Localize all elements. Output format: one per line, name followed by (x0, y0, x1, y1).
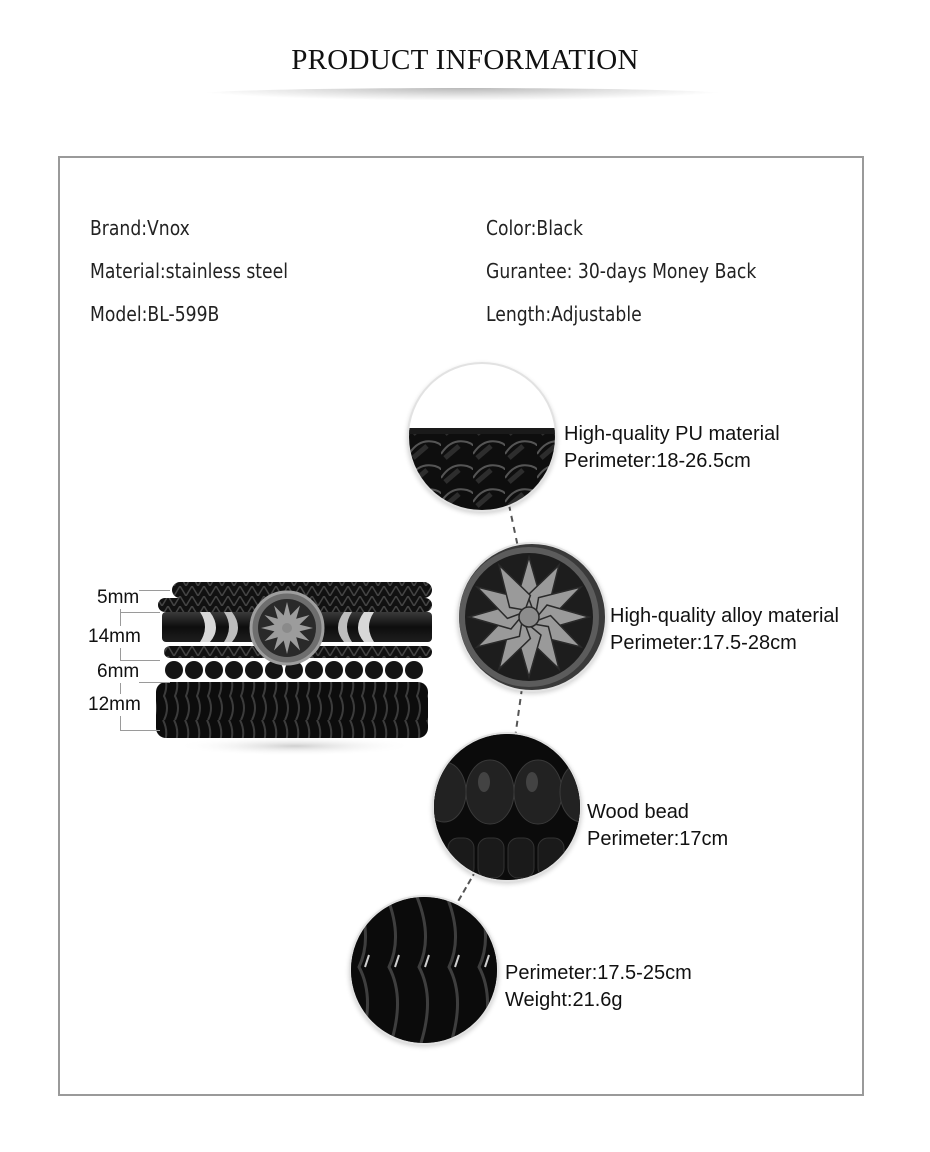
feature-wood-text (587, 799, 728, 853)
feature-woven-perimeter: Perimeter:17.5-25cm (505, 962, 692, 984)
bracelet-set-image (150, 576, 440, 766)
dimension-tick (120, 730, 160, 731)
feature-alloy-material: High-quality alloy material (610, 605, 839, 627)
spec-material: Material:stainless steel (90, 259, 289, 283)
alloy-medallion-closeup (457, 542, 607, 692)
braided-leather-closeup (407, 362, 557, 512)
dimension-5mm: 5mm (97, 587, 140, 608)
spec-brand: Brand:Vnox (90, 216, 190, 240)
spec-length: Length:Adjustable (486, 302, 642, 326)
feature-wood-perimeter: Perimeter:17cm (587, 828, 729, 850)
feature-woven-weight: Weight:21.6g (505, 989, 623, 1011)
feature-pu-perimeter: Perimeter:18-26.5cm (564, 450, 751, 472)
feature-woven-text (505, 960, 692, 1014)
spec-model: Model:BL-599B (90, 302, 220, 326)
feature-alloy-text (610, 603, 839, 657)
page-title: PRODUCT INFORMATION (291, 44, 639, 76)
dimension-12mm: 12mm (88, 694, 141, 715)
dimension-14mm: 14mm (88, 626, 141, 647)
woven-leather-closeup (349, 895, 499, 1045)
feature-pu-text (564, 421, 780, 475)
feature-wood-material: Wood bead (587, 801, 689, 823)
spec-color: Color:Black (486, 216, 583, 240)
dimension-6mm: 6mm (97, 661, 140, 682)
title-underline-shadow (200, 88, 725, 100)
wood-bead-closeup (432, 732, 582, 882)
feature-alloy-perimeter: Perimeter:17.5-28cm (610, 632, 797, 654)
spec-guarantee: Gurantee: 30-days Money Back (486, 259, 757, 283)
dimension-tick (120, 612, 160, 613)
feature-pu-material: High-quality PU material (564, 423, 780, 445)
